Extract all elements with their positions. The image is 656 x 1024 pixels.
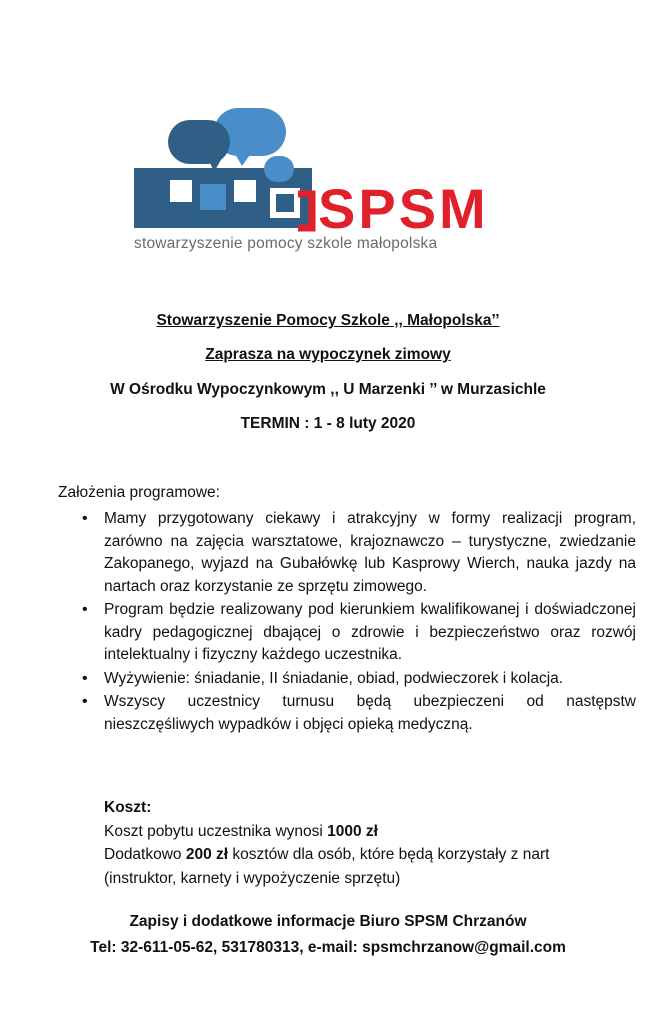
list-item: • Program będzie realizowany pod kierunkiem kwalifikowanej i doświadczonej kadry pedagogicznej dbającej o zdrowie i bezpieczeństwo oraz rozwój intelektualny i fizyczny każdego uczestnika. [58, 599, 636, 667]
cost-line-2 [104, 843, 549, 867]
program-list [58, 508, 636, 737]
cost-heading: Koszt: [104, 799, 152, 816]
cost-line-2-text: kosztów dla osób, które będą korzystały z nart [228, 846, 550, 863]
logo-tagline: stowarzyszenie pomocy szkole małopolska [134, 235, 438, 252]
invite-heading: Zaprasza na wypoczynek zimowy [205, 346, 451, 363]
contact-line: Tel: 32-611-05-62, 531780313, e-mail: spsmchrzanow@gmail.com [90, 939, 566, 956]
cost-line-1-text: Koszt pobytu uczestnika wynosi [104, 822, 328, 840]
term-line: TERMIN : 1 - 8 luty 2020 [240, 415, 416, 432]
logo-brand-text: SPSM [318, 177, 489, 240]
list-item: • Wszyscy uczestnicy turnusu będą ubezpieczeni od następstw nieszczęśliwych wypadków i objęci opieką medyczną. [58, 691, 636, 736]
list-item: • Wyżywienie: śniadanie, II śniadanie, obiad, podwieczorek i kolacja. [58, 668, 636, 691]
logo-bubble-small [264, 156, 294, 182]
cost-line-1 [104, 820, 549, 844]
cost-amount: 1000 zł [327, 822, 378, 840]
signup-line: Zapisy i dodatkowe informacje Biuro SPSM Chrzanów [129, 913, 527, 930]
cost-line-3: (instruktor, karnety i wypożyczenie sprzętu) [104, 869, 401, 887]
location-line: W Ośrodku Wypoczynkowym ,, U Marzenki ’’ w Murzasichle [110, 381, 546, 398]
cost-line-2-prefix: Dodatkowo [104, 846, 186, 863]
program-intro: Założenia programowe: [58, 484, 220, 501]
extra-cost-amount: 200 zł [185, 846, 229, 863]
spsm-logo [130, 104, 570, 254]
logo-bubble-dark [168, 120, 230, 164]
list-item: • Mamy przygotowany ciekawy i atrakcyjny w formy realizacji program, zarówno na zajęcia warsztatowe, krajoznawczo – turystyczne, zwiedzanie Zakopanego, wyjazd na Gubałówkę lub Kasprowy Wierch, nauka jazdy na nartach oraz korzystanie ze sprzętu zimowego. [58, 508, 636, 598]
org-title: Stowarzyszenie Pomocy Szkole ,, Małopolska’’ [156, 312, 500, 329]
cost-section [104, 796, 549, 890]
